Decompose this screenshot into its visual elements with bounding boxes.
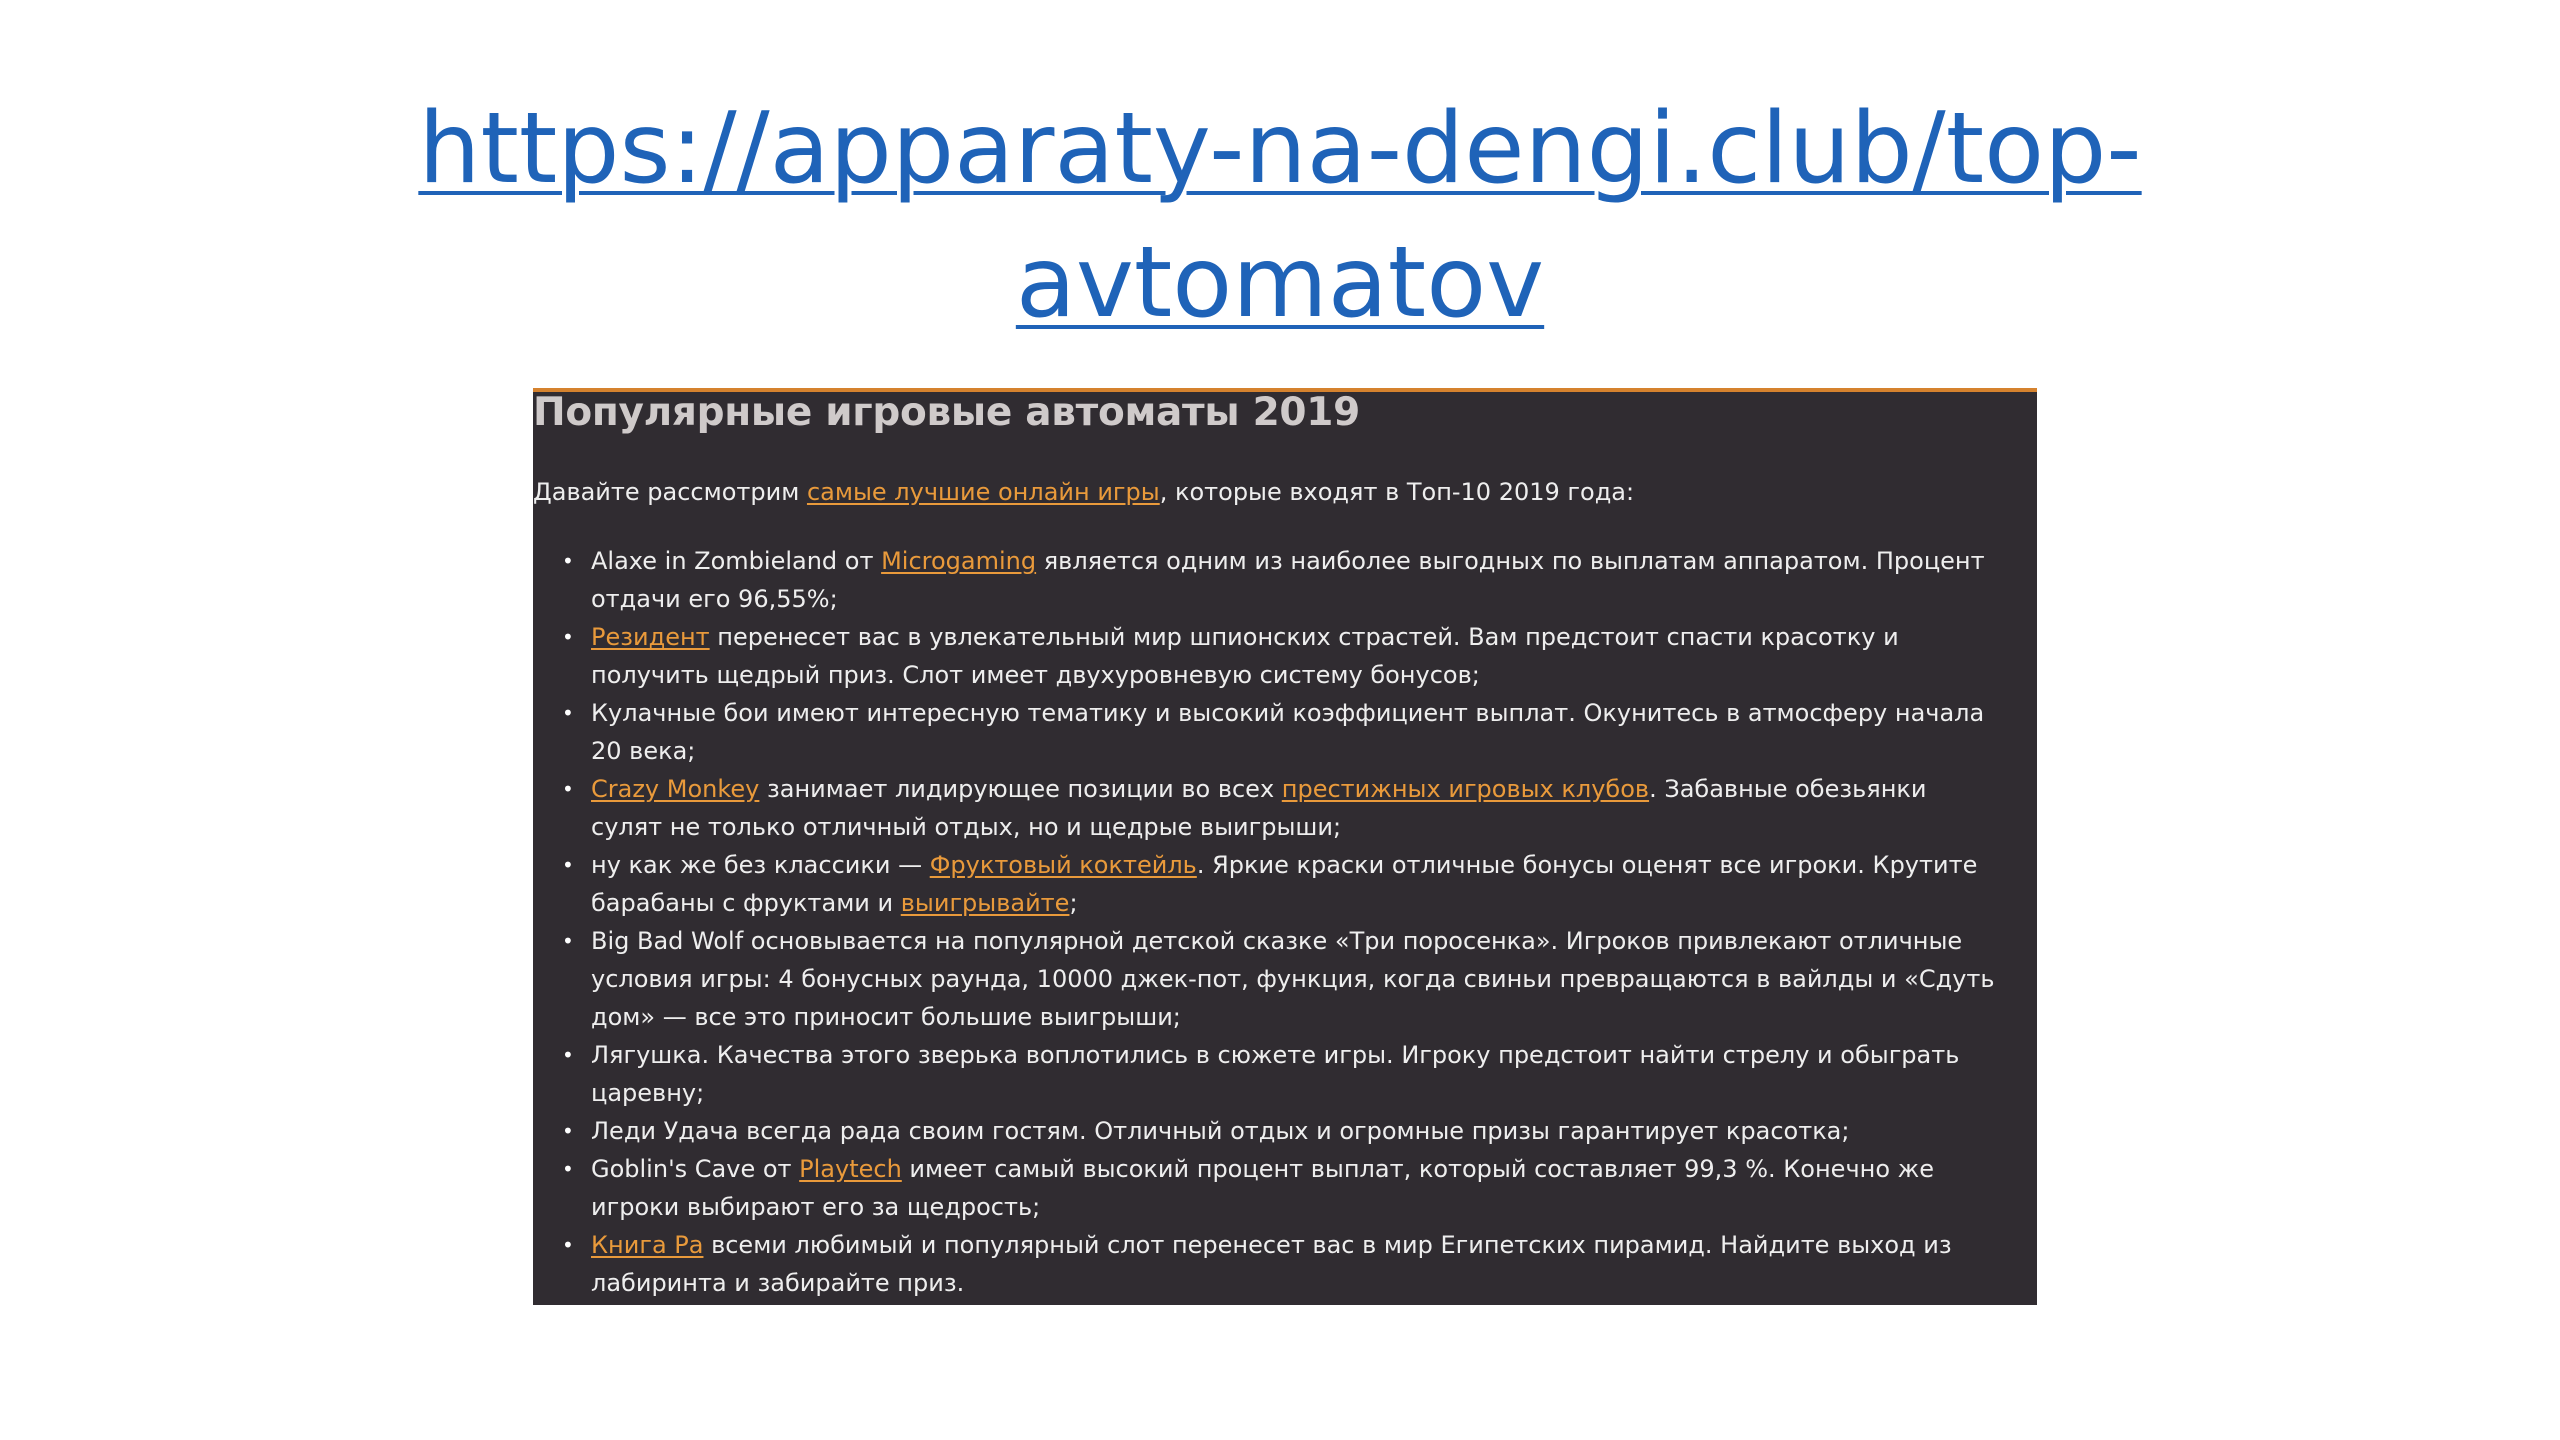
list-item [533, 1112, 2003, 1150]
list-item-text: ; [1069, 889, 1078, 917]
slide-title [300, 82, 2260, 350]
bullet: • [562, 1157, 574, 1181]
list-item-text: . Забавные обезьянки сулят не только отличный отдых, но и щедрые выигрыши; [591, 775, 1927, 841]
list-item-text: Big Bad Wolf основывается на популярной детской сказке «Три поросенка». Игроков привлекают отличные условия игры: 4 бонусных раунда, 10000 джек-пот, функция, когда свиньи превращаются в вайлды и «Сдуть дом» — все это приносит большие выигрыши; [591, 927, 1995, 1031]
list-item-text: является одним из наиболее выгодных по выплатам аппаратом. Процент отдачи его 96,55%; [591, 547, 1985, 613]
list-item-text: Кулачные бои имеют интересную тематику и высокий коэффициент выплат. Окунитесь в атмосферу начала 20 века; [591, 699, 1985, 765]
fruit-cocktail-link[interactable]: Фруктовый коктейль [929, 851, 1197, 879]
screenshot-intro [533, 478, 1634, 506]
top-games-list [533, 542, 2003, 1302]
playtech-link[interactable]: Playtech [799, 1155, 902, 1183]
bullet: • [562, 777, 574, 801]
list-item-text: Goblin's Cave от [591, 1155, 800, 1183]
list-item-text: имеет самый высокий процент выплат, который составляет 99,3 %. Конечно же игроки выбирают его за щедрость; [591, 1155, 1935, 1221]
embedded-screenshot [533, 388, 2037, 1305]
list-item-text: ну как же без классики — [591, 851, 930, 879]
list-item-text: всеми любимый и популярный слот перенесет вас в мир Египетских пирамид. Найдите выход из лабиринта и забирайте приз. [591, 1231, 1952, 1297]
list-item [533, 1226, 2003, 1302]
resident-link[interactable]: Резидент [591, 623, 710, 651]
bullet: • [562, 701, 574, 725]
bullet: • [562, 853, 574, 877]
list-item [533, 922, 2003, 1036]
list-item-text: Лягушка. Качества этого зверька воплотились в сюжете игры. Игроку предстоит найти стрелу и обыграть царевну; [591, 1041, 1960, 1107]
bullet: • [562, 625, 574, 649]
intro-link[interactable]: самые лучшие онлайн игры [806, 478, 1160, 506]
list-item [533, 1036, 2003, 1112]
list-item-text: занимает лидирующее позиции во всех [759, 775, 1282, 803]
bullet: • [562, 1043, 574, 1067]
list-item [533, 542, 2003, 618]
list-item-text: перенесет вас в увлекательный мир шпионских страстей. Вам предстоит спасти красотку и получить щедрый приз. Слот имеет двухуровневую систему бонусов; [591, 623, 1899, 689]
title-link[interactable] [418, 92, 2141, 340]
title-link-line2: avtomatov [1015, 226, 1545, 340]
bullet: • [562, 549, 574, 573]
list-item [533, 618, 2003, 694]
win-link[interactable]: выигрывайте [900, 889, 1070, 917]
microgaming-link[interactable]: Microgaming [881, 547, 1037, 575]
intro-text-after: , которые входят в Топ-10 2019 года: [1159, 478, 1635, 506]
list-item [533, 770, 2003, 846]
title-link-line1: https://apparaty-na-dengi.club/top- [418, 92, 2142, 206]
list-item-text: . Яркие краски отличные бонусы оценят все игроки. Крутите барабаны с фруктами и [591, 851, 1978, 917]
bullet: • [562, 929, 574, 953]
book-of-ra-link[interactable]: Книга Ра [591, 1231, 704, 1259]
list-item [533, 1150, 2003, 1226]
list-item [533, 846, 2003, 922]
crazy-monkey-link[interactable]: Crazy Monkey [591, 775, 760, 803]
screenshot-heading: Популярные игровые автоматы 2019 [533, 390, 1360, 435]
bullet: • [562, 1119, 574, 1143]
bullet: • [562, 1233, 574, 1257]
intro-text-before: Давайте рассмотрим [533, 478, 807, 506]
list-item [533, 694, 2003, 770]
prestige-clubs-link[interactable]: престижных игровых клубов [1281, 775, 1650, 803]
list-item-text: Леди Удача всегда рада своим гостям. Отличный отдых и огромные призы гарантирует красотка; [591, 1117, 1850, 1145]
list-item-text: Alaxe in Zombieland от [591, 547, 882, 575]
